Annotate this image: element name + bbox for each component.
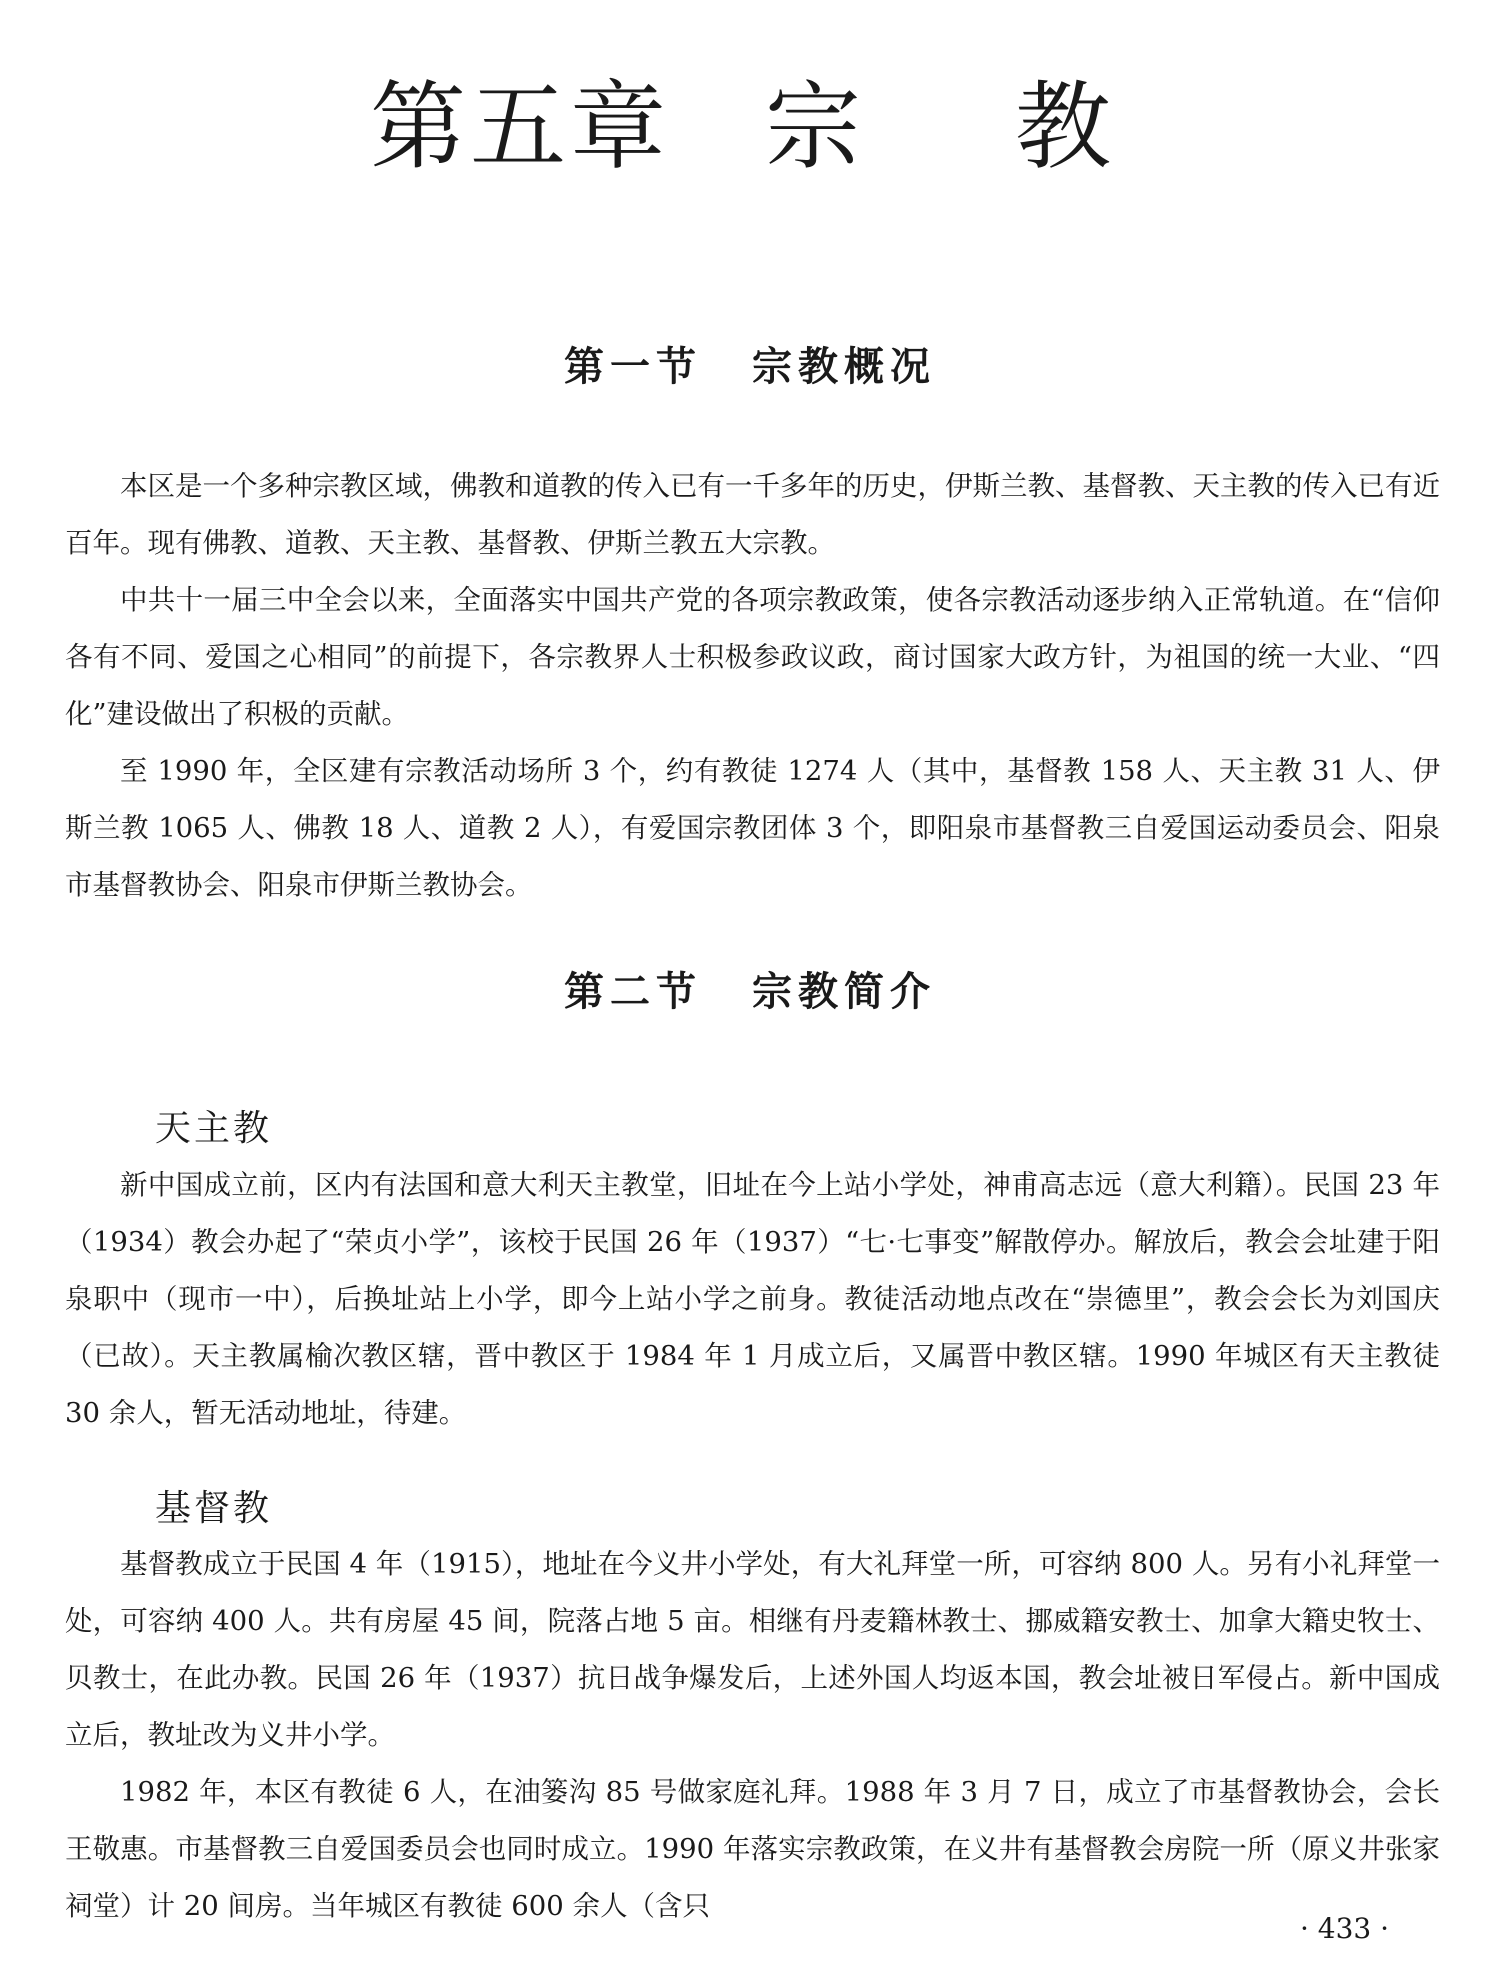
- section-1-number: 第一节: [564, 344, 702, 390]
- chapter-title: [370, 70, 1115, 185]
- subsection-title-christianity: 基督教: [155, 1488, 273, 1529]
- section-2-title: [0, 960, 1500, 1017]
- paragraph: 本区是一个多种宗教区域，佛教和道教的传入已有一千多年的历史，伊斯兰教、基督教、天主教的传入已有近百年。现有佛教、道教、天主教、基督教、伊斯兰教五大宗教。: [65, 470, 1440, 559]
- page-number: · 433 ·: [1300, 1912, 1390, 1945]
- paragraph: 1982 年，本区有教徒 6 人，在油篓沟 85 号做家庭礼拜。1988 年 3 月 7 日，成立了市基督教协会，会长王敬惠。市基督教三自爱国委员会也同时成立。1990 年落实宗教政策，在义井有基督教会房院一所（原义井张家祠堂）计 20 间房。当年城区有教徒 600 余人（含只: [65, 1776, 1440, 1922]
- section-1-name: 宗教概况: [752, 344, 936, 390]
- subsection-body-christianity: [65, 1536, 1440, 1935]
- chapter-title-char-1: 宗: [765, 71, 865, 183]
- paragraph: 中共十一届三中全会以来，全面落实中国共产党的各项宗教政策，使各宗教活动逐步纳入正常轨道。在“信仰各有不同、爱国之心相同”的前提下，各宗教界人士积极参政议政，商讨国家大政方针，为祖国的统一大业、“四化”建设做出了积极的贡献。: [65, 584, 1440, 730]
- paragraph: 新中国成立前，区内有法国和意大利天主教堂，旧址在今上站小学处，神甫高志远（意大利籍）。民国 23 年（1934）教会办起了“荣贞小学”，该校于民国 26 年（1937）“七·七事变”解散停办。解放后，教会会址建于阳泉职中（现市一中），后换址站上小学，即今上站小学之前身。教徒活动地点改在“崇德里”，教会会长为刘国庆（已故）。天主教属榆次教区辖，晋中教区于 1984 年 1 月成立后，又属晋中教区辖。1990 年城区有天主教徒 30 余人，暂无活动地址，待建。: [65, 1169, 1440, 1429]
- subsection-body-catholicism: [65, 1157, 1440, 1442]
- chapter-title-char-2: 教: [1015, 71, 1115, 183]
- section-2-name: 宗教简介: [752, 969, 936, 1015]
- paragraph: 基督教成立于民国 4 年（1915），地址在今义井小学处，有大礼拜堂一所，可容纳 800 人。另有小礼拜堂一处，可容纳 400 人。共有房屋 45 间，院落占地 5 亩。相继有丹麦籍林教士、挪威籍安教士、加拿大籍史牧士、贝教士，在此办教。民国 26 年（1937）抗日战争爆发后，上述外国人均返本国，教会址被日军侵占。新中国成立后，教址改为义井小学。: [65, 1548, 1440, 1751]
- paragraph: 至 1990 年，全区建有宗教活动场所 3 个，约有教徒 1274 人（其中，基督教 158 人、天主教 31 人、伊斯兰教 1065 人、佛教 18 人、道教 2 人），有爱国宗教团体 3 个，即阳泉市基督教三自爱国运动委员会、阳泉市基督教协会、阳泉市伊斯兰教协会。: [65, 755, 1440, 901]
- section-1-body: [65, 458, 1440, 914]
- subsection-title-catholicism: 天主教: [155, 1108, 273, 1149]
- chapter-number: 第五章: [370, 71, 670, 183]
- section-1-title: [0, 335, 1500, 392]
- section-2-number: 第二节: [564, 969, 702, 1015]
